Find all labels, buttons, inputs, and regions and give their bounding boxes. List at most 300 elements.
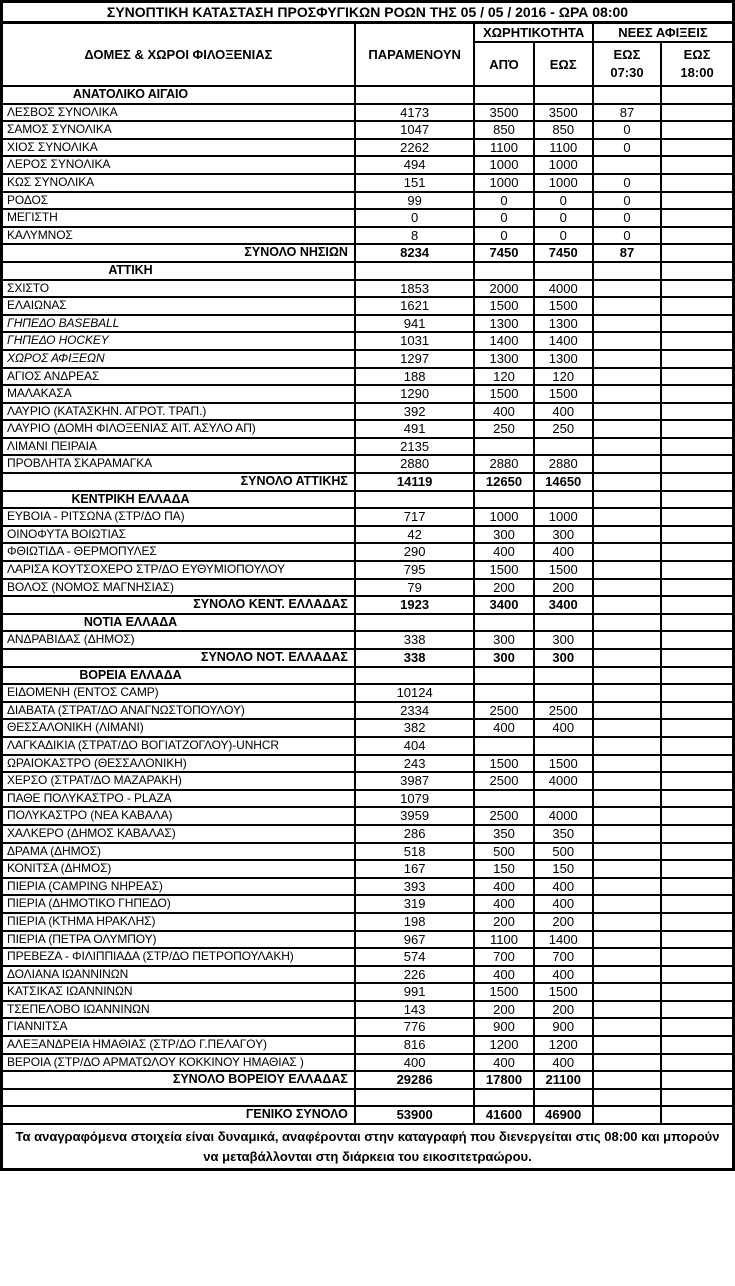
- remaining-cell: 1853: [355, 280, 474, 298]
- capacity-from-cell: 400: [474, 403, 533, 421]
- arrivals-1800-cell: [661, 825, 733, 843]
- capacity-to-cell: 200: [534, 579, 593, 597]
- facility-name-cell: ΧΙΟΣ ΣΥΝΟΛΙΚΑ: [2, 139, 355, 157]
- table-row: [2, 121, 734, 139]
- remaining-cell: 290: [355, 543, 474, 561]
- capacity-from-cell: 1300: [474, 315, 533, 333]
- capacity-to-cell: 1000: [534, 156, 593, 174]
- capacity-to-cell: 46900: [534, 1106, 593, 1124]
- arrivals-1800-cell: [661, 280, 733, 298]
- table-row: [2, 561, 734, 579]
- facility-name-cell: ΣΥΝΟΛΟ ΒΟΡΕΙΟΥ ΕΛΛΑΔΑΣ: [2, 1071, 355, 1089]
- capacity-to-cell: 1100: [534, 139, 593, 157]
- arrivals-1800-cell: [661, 561, 733, 579]
- arrivals-1800-cell: [661, 227, 733, 245]
- remaining-cell: 4173: [355, 104, 474, 122]
- title-row: [2, 2, 734, 23]
- capacity-to-cell: [534, 1089, 593, 1107]
- capacity-to-cell: 7450: [534, 244, 593, 262]
- arrivals-0730-cell: [593, 332, 661, 350]
- facility-name-cell: ΚΩΣ ΣΥΝΟΛΙΚΑ: [2, 174, 355, 192]
- subtotal-row: [2, 649, 734, 667]
- capacity-from-cell: 120: [474, 368, 533, 386]
- arrivals-0730-cell: [593, 790, 661, 808]
- capacity-from-cell: 400: [474, 1054, 533, 1072]
- facility-name-cell: ΧΕΡΣΟ (ΣΤΡΑΤ/ΔΟ ΜΑΖΑΡΑΚΗ): [2, 772, 355, 790]
- facility-name-cell: ΒΟΛΟΣ (ΝΟΜΟΣ ΜΑΓΝΗΣΙΑΣ): [2, 579, 355, 597]
- capacity-to-cell: 400: [534, 1054, 593, 1072]
- arrivals-0730-cell: [593, 755, 661, 773]
- arrivals-1800-cell: [661, 807, 733, 825]
- arrivals-0730-cell: [593, 1106, 661, 1124]
- capacity-from-cell: 350: [474, 825, 533, 843]
- subtotal-row: [2, 473, 734, 491]
- subtotal-row: [2, 596, 734, 614]
- table-row: [2, 438, 734, 456]
- facility-name-cell: ΠΡΟΒΛΗΤΑ ΣΚΑΡΑΜΑΓΚΑ: [2, 455, 355, 473]
- column-header-remaining: ΠΑΡΑΜΕΝΟΥΝ: [355, 23, 474, 87]
- capacity-from-cell: [474, 667, 533, 685]
- table-row: [2, 878, 734, 896]
- remaining-cell: 491: [355, 420, 474, 438]
- remaining-cell: 198: [355, 913, 474, 931]
- column-header-arrivals-group: ΝΕΕΣ ΑΦΙΞΕΙΣ: [593, 23, 734, 43]
- arrivals-0730-cell: [593, 455, 661, 473]
- facility-name-cell: ΔΡΑΜΑ (ΔΗΜΟΣ): [2, 843, 355, 861]
- arrivals-1800-cell: [661, 631, 733, 649]
- arrivals-1800-cell: [661, 755, 733, 773]
- facility-name-cell: ΕΥΒΟΙΑ - ΡΙΤΣΩΝΑ (ΣΤΡ/ΔΟ ΠΑ): [2, 508, 355, 526]
- arrivals-1800-cell: [661, 1036, 733, 1054]
- arrivals-1800-cell: [661, 104, 733, 122]
- remaining-cell: 2262: [355, 139, 474, 157]
- capacity-from-cell: 250: [474, 420, 533, 438]
- capacity-to-cell: 1300: [534, 315, 593, 333]
- facility-name-cell: ΠΙΕΡΙΑ (CAMPING ΝΗΡΕΑΣ): [2, 878, 355, 896]
- column-header-capacity-from: ΑΠΌ: [474, 42, 533, 86]
- capacity-to-cell: 350: [534, 825, 593, 843]
- arrivals-0730-cell: [593, 508, 661, 526]
- capacity-to-cell: 1400: [534, 332, 593, 350]
- table-row: [2, 174, 734, 192]
- arrivals-1800-cell: [661, 878, 733, 896]
- capacity-from-cell: 300: [474, 649, 533, 667]
- capacity-to-cell: 1500: [534, 297, 593, 315]
- column-header-capacity-group: ΧΩΡΗΤΙΚΟΤΗΤΑ: [474, 23, 592, 43]
- column-header-arrivals-0730: ΕΩΣ 07:30: [593, 42, 661, 86]
- capacity-to-cell: [534, 262, 593, 280]
- arrivals-1800-cell: [661, 737, 733, 755]
- capacity-from-cell: 1300: [474, 350, 533, 368]
- arrivals-0730-cell: [593, 473, 661, 491]
- capacity-to-cell: 200: [534, 1001, 593, 1019]
- facility-name-cell: ΑΝΔΡΑΒΙΔΑΣ (ΔΗΜΟΣ): [2, 631, 355, 649]
- arrivals-0730-cell: [593, 843, 661, 861]
- capacity-to-cell: [534, 614, 593, 632]
- table-footer: [2, 1124, 734, 1170]
- capacity-to-cell: 0: [534, 209, 593, 227]
- remaining-cell: 1297: [355, 350, 474, 368]
- arrivals-0730-cell: [593, 931, 661, 949]
- arrivals-1800-cell: [661, 332, 733, 350]
- table-row: [2, 983, 734, 1001]
- arrivals-1800-cell: [661, 174, 733, 192]
- section-header-row: [2, 614, 734, 632]
- capacity-to-cell: 1400: [534, 931, 593, 949]
- facility-name-cell: ΔΙΑΒΑΤΑ (ΣΤΡΑΤ/ΔΟ ΑΝΑΓΝΩΣΤΟΠΟΥΛΟΥ): [2, 702, 355, 720]
- arrivals-1800-cell: [661, 843, 733, 861]
- table-row: [2, 772, 734, 790]
- arrivals-0730-cell: [593, 667, 661, 685]
- capacity-to-cell: 1000: [534, 508, 593, 526]
- capacity-to-cell: 1500: [534, 755, 593, 773]
- remaining-cell: 991: [355, 983, 474, 1001]
- capacity-to-cell: 1300: [534, 350, 593, 368]
- facility-name-cell: ΛΕΣΒΟΣ ΣΥΝΟΛΙΚΑ: [2, 104, 355, 122]
- table-row: [2, 280, 734, 298]
- capacity-to-cell: 400: [534, 719, 593, 737]
- facility-name-cell: ΕΛΑΙΩΝΑΣ: [2, 297, 355, 315]
- facility-name-cell: ΠΙΕΡΙΑ (ΠΕΤΡΑ ΟΛΥΜΠΟΥ): [2, 931, 355, 949]
- capacity-to-cell: 400: [534, 895, 593, 913]
- arrivals-0730-cell: 0: [593, 192, 661, 210]
- table-row: [2, 526, 734, 544]
- capacity-to-cell: 2880: [534, 455, 593, 473]
- capacity-to-cell: 200: [534, 913, 593, 931]
- remaining-cell: 226: [355, 966, 474, 984]
- section-header-row: [2, 667, 734, 685]
- remaining-cell: 1923: [355, 596, 474, 614]
- remaining-cell: [355, 614, 474, 632]
- arrivals-1800-cell: [661, 966, 733, 984]
- remaining-cell: [355, 262, 474, 280]
- facility-name-cell: ΡΟΔΟΣ: [2, 192, 355, 210]
- arrivals-0730-cell: [593, 1089, 661, 1107]
- facility-name-cell: ΠΑΘΕ ΠΟΛΥΚΑΣΤΡΟ - PLAZA: [2, 790, 355, 808]
- capacity-from-cell: [474, 790, 533, 808]
- capacity-to-cell: 4000: [534, 807, 593, 825]
- facility-name-cell: ΣΑΜΟΣ ΣΥΝΟΛΙΚΑ: [2, 121, 355, 139]
- arrivals-0730-cell: [593, 825, 661, 843]
- arrivals-1800-cell: [661, 649, 733, 667]
- arrivals-0730-cell: 87: [593, 104, 661, 122]
- capacity-from-cell: 300: [474, 526, 533, 544]
- arrivals-1800-cell: [661, 860, 733, 878]
- arrivals-1800-cell: [661, 596, 733, 614]
- capacity-from-cell: 200: [474, 579, 533, 597]
- remaining-cell: 8: [355, 227, 474, 245]
- table-row: [2, 790, 734, 808]
- capacity-from-cell: 2000: [474, 280, 533, 298]
- remaining-cell: 776: [355, 1018, 474, 1036]
- remaining-cell: 0: [355, 209, 474, 227]
- capacity-to-cell: 1500: [534, 561, 593, 579]
- remaining-cell: [355, 491, 474, 509]
- capacity-to-cell: [534, 491, 593, 509]
- table-row: [2, 139, 734, 157]
- arrivals-0730-cell: 87: [593, 244, 661, 262]
- remaining-cell: 392: [355, 403, 474, 421]
- arrivals-0730-cell: [593, 403, 661, 421]
- capacity-from-cell: 17800: [474, 1071, 533, 1089]
- table-row: [2, 913, 734, 931]
- facility-name-cell: ΧΑΛΚΕΡΟ (ΔΗΜΟΣ ΚΑΒΑΛΑΣ): [2, 825, 355, 843]
- capacity-to-cell: 1500: [534, 385, 593, 403]
- table-row: [2, 297, 734, 315]
- capacity-to-cell: 1500: [534, 983, 593, 1001]
- table-row: [2, 825, 734, 843]
- capacity-from-cell: 0: [474, 192, 533, 210]
- arrivals-0730-cell: [593, 807, 661, 825]
- arrivals-1800-cell: [661, 473, 733, 491]
- facility-name-cell: ΛΑΥΡΙΟ (ΚΑΤΑΣΚΗΝ. ΑΓΡΟΤ. ΤΡΑΠ.): [2, 403, 355, 421]
- page-title: ΣΥΝΟΠΤΙΚΗ ΚΑΤΑΣΤΑΣΗ ΠΡΟΣΦΥΓΙΚΩΝ ΡΟΩΝ ΤΗΣ 05 / 05 / 2016 - ΩΡΑ 08:00: [2, 2, 734, 23]
- arrivals-0730-cell: [593, 385, 661, 403]
- subtotal-row: [2, 1071, 734, 1089]
- arrivals-1800-cell: [661, 455, 733, 473]
- capacity-from-cell: 400: [474, 543, 533, 561]
- capacity-from-cell: 1000: [474, 508, 533, 526]
- table-row: [2, 860, 734, 878]
- facility-name-cell: ΑΤΤΙΚΗ: [2, 262, 355, 280]
- table-row: [2, 807, 734, 825]
- arrivals-1800-cell: [661, 543, 733, 561]
- arrivals-1800-cell: [661, 772, 733, 790]
- arrivals-0730-cell: [593, 1036, 661, 1054]
- remaining-cell: 2880: [355, 455, 474, 473]
- capacity-from-cell: 1000: [474, 156, 533, 174]
- section-header-row: [2, 86, 734, 104]
- capacity-to-cell: 400: [534, 878, 593, 896]
- arrivals-1800-cell: [661, 385, 733, 403]
- column-header-capacity-to: ΕΩΣ: [534, 42, 593, 86]
- capacity-from-cell: 900: [474, 1018, 533, 1036]
- arrivals-0730-cell: [593, 913, 661, 931]
- arrivals-0730-cell: 0: [593, 227, 661, 245]
- facility-name-cell: ΒΟΡΕΙΑ ΕΛΛΑΔΑ: [2, 667, 355, 685]
- remaining-cell: 795: [355, 561, 474, 579]
- capacity-from-cell: 2880: [474, 455, 533, 473]
- arrivals-0730-cell: [593, 772, 661, 790]
- arrivals-1800-cell: [661, 684, 733, 702]
- capacity-from-cell: 300: [474, 631, 533, 649]
- footer-note: Τα αναγραφόμενα στοιχεία είναι δυναμικά, αναφέρονται στην καταγραφή που διενεργείται στις 08:00 και μπορούν να μεταβάλλονται στη διάρκεια του εικοσιτετραώρου.: [2, 1124, 734, 1170]
- facility-name-cell: ΟΙΝΟΦΥΤΑ ΒΟΙΩΤΙΑΣ: [2, 526, 355, 544]
- arrivals-0730-cell: [593, 156, 661, 174]
- remaining-cell: 2334: [355, 702, 474, 720]
- remaining-cell: 3959: [355, 807, 474, 825]
- facility-name-cell: ΓΙΑΝΝΙΤΣΑ: [2, 1018, 355, 1036]
- arrivals-1800-cell: [661, 297, 733, 315]
- capacity-to-cell: 3500: [534, 104, 593, 122]
- capacity-from-cell: 200: [474, 1001, 533, 1019]
- capacity-from-cell: [474, 1089, 533, 1107]
- capacity-to-cell: 500: [534, 843, 593, 861]
- arrivals-0730-cell: [593, 596, 661, 614]
- facility-name-cell: ΛΑΡΙΣΑ ΚΟΥΤΣΟΧΕΡΟ ΣΤΡ/ΔΟ ΕΥΘΥΜΙΟΠΟΥΛΟΥ: [2, 561, 355, 579]
- remaining-cell: 393: [355, 878, 474, 896]
- capacity-from-cell: 3500: [474, 104, 533, 122]
- table-row: [2, 931, 734, 949]
- table-row: [2, 227, 734, 245]
- remaining-cell: 816: [355, 1036, 474, 1054]
- table-row: [2, 631, 734, 649]
- arrivals-0730-cell: [593, 561, 661, 579]
- arrivals-0730-cell: [593, 280, 661, 298]
- table-row: [2, 755, 734, 773]
- arrivals-0730-cell: [593, 684, 661, 702]
- facility-name-cell: ΓΗΠΕΔΟ BASEBALL: [2, 315, 355, 333]
- capacity-from-cell: 0: [474, 209, 533, 227]
- arrivals-1800-cell: [661, 1001, 733, 1019]
- table-row: [2, 719, 734, 737]
- arrivals-0730-cell: [593, 262, 661, 280]
- table-row: [2, 315, 734, 333]
- arrivals-1800-cell: [661, 315, 733, 333]
- capacity-to-cell: 700: [534, 948, 593, 966]
- remaining-cell: 717: [355, 508, 474, 526]
- facility-name-cell: ΜΑΛΑΚΑΣΑ: [2, 385, 355, 403]
- remaining-cell: 404: [355, 737, 474, 755]
- arrivals-0730-cell: [593, 297, 661, 315]
- facility-name-cell: ΜΕΓΙΣΤΗ: [2, 209, 355, 227]
- header-row-groups: [2, 23, 734, 43]
- table-row: [2, 403, 734, 421]
- capacity-from-cell: 850: [474, 121, 533, 139]
- facility-name-cell: ΦΘΙΩΤΙΔΑ - ΘΕΡΜΟΠΥΛΕΣ: [2, 543, 355, 561]
- table-row: [2, 350, 734, 368]
- capacity-from-cell: 500: [474, 843, 533, 861]
- capacity-to-cell: 1000: [534, 174, 593, 192]
- remaining-cell: 3987: [355, 772, 474, 790]
- capacity-from-cell: 400: [474, 895, 533, 913]
- capacity-from-cell: 3400: [474, 596, 533, 614]
- capacity-from-cell: 400: [474, 966, 533, 984]
- remaining-cell: [355, 86, 474, 104]
- remaining-cell: 494: [355, 156, 474, 174]
- arrivals-1800-cell: [661, 931, 733, 949]
- arrivals-1800-cell: [661, 262, 733, 280]
- capacity-from-cell: 150: [474, 860, 533, 878]
- capacity-from-cell: 12650: [474, 473, 533, 491]
- facility-name-cell: ΩΡΑΙΟΚΑΣΤΡΟ (ΘΕΣΣΑΛΟΝΙΚΗ): [2, 755, 355, 773]
- capacity-from-cell: 2500: [474, 807, 533, 825]
- facility-name-cell: ΓΗΠΕΔΟ HOCKEY: [2, 332, 355, 350]
- capacity-from-cell: 1100: [474, 139, 533, 157]
- capacity-from-cell: 2500: [474, 772, 533, 790]
- remaining-cell: 143: [355, 1001, 474, 1019]
- remaining-cell: 167: [355, 860, 474, 878]
- remaining-cell: [355, 667, 474, 685]
- remaining-cell: 42: [355, 526, 474, 544]
- capacity-from-cell: 1500: [474, 755, 533, 773]
- capacity-to-cell: 1200: [534, 1036, 593, 1054]
- remaining-cell: 1031: [355, 332, 474, 350]
- remaining-cell: 14119: [355, 473, 474, 491]
- arrivals-1800-cell: [661, 209, 733, 227]
- capacity-from-cell: 7450: [474, 244, 533, 262]
- arrivals-1800-cell: [661, 420, 733, 438]
- remaining-cell: 29286: [355, 1071, 474, 1089]
- table-row: [2, 385, 734, 403]
- facility-name-cell: ΠΙΕΡΙΑ (ΚΤΗΜΑ ΗΡΑΚΛΗΣ): [2, 913, 355, 931]
- capacity-to-cell: [534, 790, 593, 808]
- arrivals-0730-cell: [593, 368, 661, 386]
- arrivals-1800-cell: [661, 1106, 733, 1124]
- spacer-row: [2, 1089, 734, 1107]
- arrivals-1800-cell: [661, 1089, 733, 1107]
- arrivals-0730-cell: [593, 649, 661, 667]
- arrivals-0730-cell: [593, 1001, 661, 1019]
- capacity-to-cell: 14650: [534, 473, 593, 491]
- remaining-cell: 1047: [355, 121, 474, 139]
- capacity-to-cell: 300: [534, 631, 593, 649]
- facility-name-cell: ΠΡΕΒΕΖΑ - ΦΙΛΙΠΠΙΑΔΑ (ΣΤΡ/ΔΟ ΠΕΤΡΟΠΟΥΛΑΚΗ): [2, 948, 355, 966]
- table-row: [2, 737, 734, 755]
- arrivals-1800-cell: [661, 86, 733, 104]
- capacity-from-cell: 1200: [474, 1036, 533, 1054]
- capacity-from-cell: 1500: [474, 385, 533, 403]
- table-row: [2, 1054, 734, 1072]
- facility-name-cell: ΛΑΥΡΙΟ (ΔΟΜΗ ΦΙΛΟΞΕΝΙΑΣ ΑΙΤ. ΑΣΥΛΟ ΑΠ): [2, 420, 355, 438]
- remaining-cell: 2135: [355, 438, 474, 456]
- arrivals-1800-cell: [661, 614, 733, 632]
- remaining-cell: [355, 1089, 474, 1107]
- remaining-cell: 1079: [355, 790, 474, 808]
- table-row: [2, 1018, 734, 1036]
- capacity-from-cell: [474, 491, 533, 509]
- arrivals-1800-cell: [661, 350, 733, 368]
- table-row: [2, 895, 734, 913]
- arrivals-0730-cell: [593, 719, 661, 737]
- capacity-to-cell: 300: [534, 526, 593, 544]
- arrivals-0730-cell: [593, 966, 661, 984]
- arrivals-1800-cell: [661, 983, 733, 1001]
- table-row: [2, 543, 734, 561]
- facility-name-cell: ΔΟΛΙΑΝΑ ΙΩΑΝΝΙΝΩΝ: [2, 966, 355, 984]
- capacity-from-cell: [474, 684, 533, 702]
- capacity-to-cell: 850: [534, 121, 593, 139]
- table-body: [2, 86, 734, 1124]
- remaining-cell: 400: [355, 1054, 474, 1072]
- capacity-to-cell: 4000: [534, 772, 593, 790]
- arrivals-1800-cell: [661, 244, 733, 262]
- facility-name-cell: ΠΟΛΥΚΑΣΤΡΟ (ΝΕΑ ΚΑΒΑΛΑ): [2, 807, 355, 825]
- facility-name-cell: ΛΙΜΑΝΙ ΠΕΙΡΑΙΑ: [2, 438, 355, 456]
- capacity-to-cell: [534, 667, 593, 685]
- arrivals-1800-cell: [661, 579, 733, 597]
- arrivals-1800-cell: [661, 438, 733, 456]
- facility-name-cell: ΣΥΝΟΛΟ ΚΕΝΤ. ΕΛΛΑΔΑΣ: [2, 596, 355, 614]
- capacity-to-cell: 250: [534, 420, 593, 438]
- arrivals-1800-cell: [661, 948, 733, 966]
- arrivals-0730-cell: [593, 543, 661, 561]
- capacity-from-cell: 1500: [474, 561, 533, 579]
- arrivals-0730-cell: [593, 895, 661, 913]
- capacity-to-cell: 900: [534, 1018, 593, 1036]
- facility-name-cell: ΑΝΑΤΟΛΙΚΟ ΑΙΓΑΙΟ: [2, 86, 355, 104]
- arrivals-0730-cell: [593, 350, 661, 368]
- table-row: [2, 579, 734, 597]
- remaining-cell: 574: [355, 948, 474, 966]
- remaining-cell: 338: [355, 649, 474, 667]
- arrivals-0730-cell: [593, 438, 661, 456]
- facility-name-cell: ΛΕΡΟΣ ΣΥΝΟΛΙΚΑ: [2, 156, 355, 174]
- arrivals-0730-cell: 0: [593, 121, 661, 139]
- table-row: [2, 948, 734, 966]
- remaining-cell: 286: [355, 825, 474, 843]
- table-row: [2, 508, 734, 526]
